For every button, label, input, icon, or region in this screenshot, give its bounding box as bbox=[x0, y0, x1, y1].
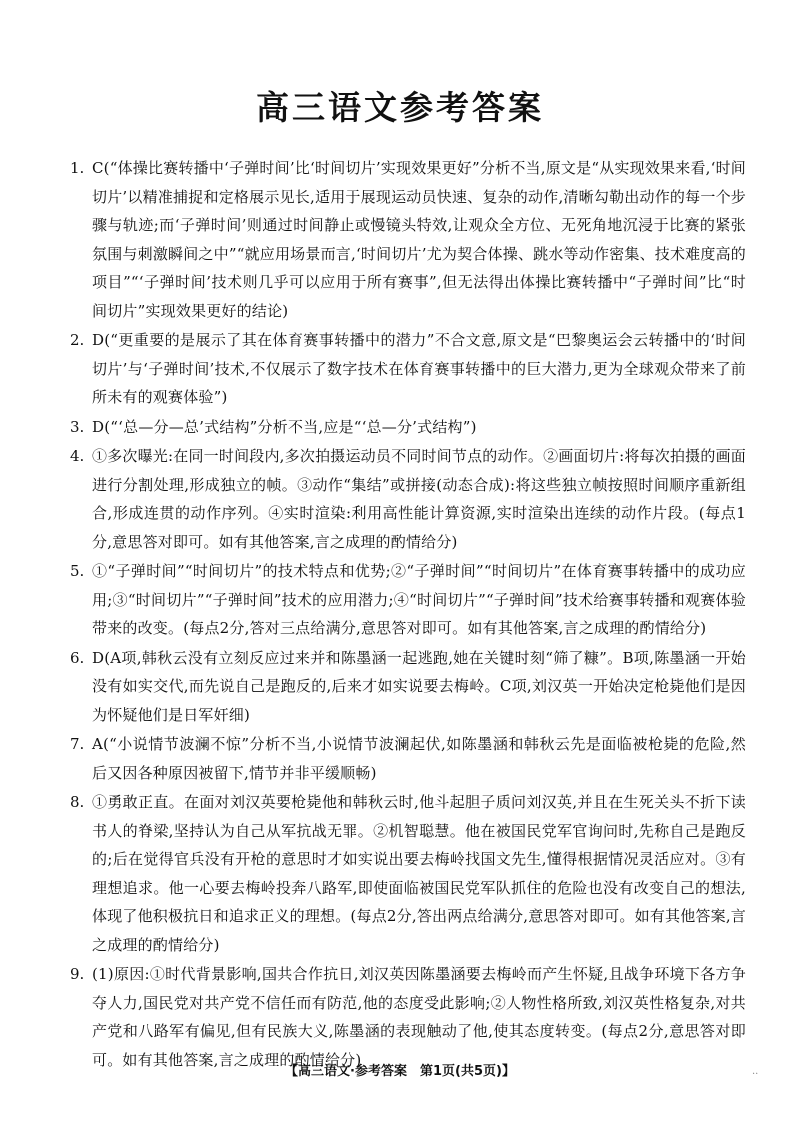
answer-text: ①勇敢正直。在面对刘汉英要枪毙他和韩秋云时,他斗起胆子质问刘汉英,并且在生死关头不折下读书人的脊梁,坚持认为自己从军抗战无罪。②机智聪慧。他在被国民党军官询问时,先称自己是跑反的;后在觉得官兵没有开枪的意思时才如实说出要去梅岭找国文先生,懂得根据情况灵活应对。③有理想追求。他一心要去梅岭投奔八路军,即使面临被国民党军队抓住的危险也没有改变自己的想法,体现了他积极抗日和追求正义的理想。(每点2分,答出两点给满分,意思答对即可。如有其他答案,言之成理的酌情给分) bbox=[92, 793, 746, 954]
answer-text: C(“体操比赛转播中‘子弹时间’比‘时间切片’实现效果更好”分析不当,原文是“从实现效果来看,‘时间切片’以精准捕捉和定格展示见长,适用于展现运动员快速、复杂的动作,清晰勾勒出动作的每一个步骤与轨迹;而‘子弹时间’则通过时间静止或慢镜头特效,让观众全方位、无死角地沉浸于比赛的紧张氛围与刺激瞬间之中”“就应用场景而言,‘时间切片’尤为契合体操、跳水等动作密集、技术难度高的项目”“‘子弹时间’技术则几乎可以应用于所有赛事”,但无法得出体操比赛转播中“子弹时间”比“时间切片”实现效果更好的结论) bbox=[92, 159, 746, 320]
answer-item-7 bbox=[70, 730, 746, 787]
answer-item-8 bbox=[70, 788, 746, 959]
answer-text: (1)原因:①时代背景影响,国共合作抗日,刘汉英因陈墨涵要去梅岭而产生怀疑,且战争环境下各方争夺人力,国民党对共产党不信任而有防范,他的态度受此影响;②人物性格所致,刘汉英性格复杂,对共产党和八路军有偏见,但有民族大义,陈墨涵的表现触动了他,使其态度转变。(每点2分,意思答对即可。如有其他答案,言之成理的酌情给分) bbox=[92, 965, 746, 1069]
answer-text: A(“小说情节波澜不惊”分析不当,小说情节波澜起伏,如陈墨涵和韩秋云先是面临被枪毙的危险,然后又因各种原因被留下,情节并非平缓顺畅) bbox=[92, 735, 746, 782]
answer-item-3 bbox=[70, 413, 746, 442]
answer-item-5 bbox=[70, 557, 746, 643]
answer-item-9 bbox=[70, 960, 746, 1074]
answer-list bbox=[70, 154, 746, 1075]
page-footer: 【高三语文·参考答案 第1页(共5页)】 bbox=[285, 1064, 515, 1079]
answer-item-6 bbox=[70, 644, 746, 730]
answer-number: 6. bbox=[70, 648, 85, 667]
answer-number: 3. bbox=[70, 417, 85, 436]
answer-text: D(“更重要的是展示了其在体育赛事转播中的潜力”不合文意,原文是“巴黎奥运会云转播中的‘时间切片’与‘子弹时间’技术,不仅展示了数字技术在体育赛事转播中的巨大潜力,更为全球观众带来了前所未有的观赛体验”) bbox=[92, 331, 746, 406]
answer-number: 8. bbox=[70, 793, 85, 811]
answer-number: 4. bbox=[70, 447, 85, 465]
answer-item-2 bbox=[70, 326, 746, 412]
answer-number: 7. bbox=[70, 735, 85, 753]
page-title: 高三语文参考答案 bbox=[256, 88, 544, 127]
answer-text: D(A项,韩秋云没有立刻反应过来并和陈墨涵一起逃跑,她在关键时刻“筛了糠”。B项,陈墨涵一开始没有如实交代,而先说自己是跑反的,后来才如实说要去梅岭。C项,刘汉英一开始决定枪毙他们是因为怀疑他们是日军奸细) bbox=[92, 648, 746, 724]
answer-text: ①“子弹时间”“时间切片”的技术特点和优势;②“子弹时间”“时间切片”在体育赛事转播中的成功应用;③“时间切片”“子弹时间”技术的应用潜力;④“时间切片”“子弹时间”技术给赛事转播和观赛体验带来的改变。(每点2分,答对三点给满分,意思答对即可。如有其他答案,言之成理的酌情给分) bbox=[92, 562, 746, 637]
answer-text: D(“‘总—分—总’式结构”分析不当,应是“‘总—分’式结构”) bbox=[92, 417, 477, 436]
answer-item-4 bbox=[70, 442, 746, 556]
answer-number: 2. bbox=[70, 331, 85, 349]
answer-number: 1. bbox=[70, 159, 85, 177]
answer-number: 9. bbox=[70, 965, 85, 983]
answer-text: ①多次曝光:在同一时间段内,多次拍摄运动员不同时间节点的动作。②画面切片:将每次拍摄的画面进行分割处理,形成独立的帧。③动作“集结”或拼接(动态合成):将这些独立帧按照时间顺序重新组合,形成连贯的动作序列。④实时渲染:利用高性能计算资源,实时渲染出连续的动作片段。(每点1分,意思答对即可。如有其他答案,言之成理的酌情给分) bbox=[92, 447, 746, 551]
footer-mark: .. bbox=[752, 1066, 759, 1077]
answer-item-1 bbox=[70, 154, 746, 325]
answer-number: 5. bbox=[70, 562, 85, 580]
